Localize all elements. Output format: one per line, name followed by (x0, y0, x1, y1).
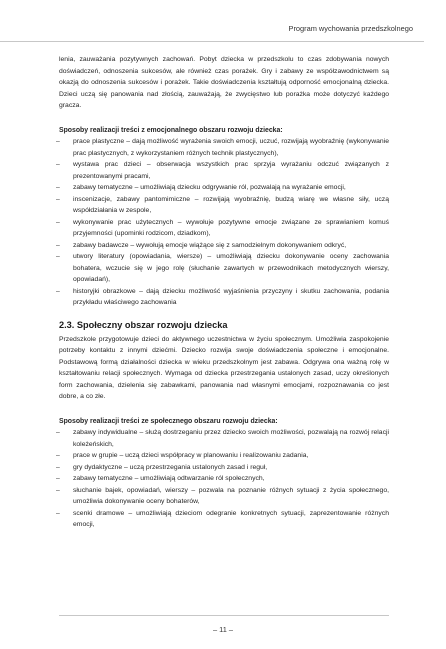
section-title: 2.3. Społeczny obszar rozwoju dziecka (59, 319, 228, 330)
list-item: – wykonywanie prac użytecznych – wywołuje pozytywne emocje związane ze sprawianiem komuś przyjemności (upominki rodzicom, dziadkom), (59, 217, 389, 240)
footer-divider (59, 615, 389, 616)
list-item: – prace w grupie – uczą dzieci współpracy w planowaniu i realizowaniu zadania, (59, 450, 389, 462)
section-paragraph: Przedszkole przygotowuje dzieci do aktywnego uczestnictwa w życiu społecznym. Umożliwia zaspokojenie potrzeby kontaktu z innymi dziećmi. Dziecko rozwija swoje doświadczenia społeczne i emocjonalne. Podstawową formą działalności dziecka w wieku przedszkolnym jest zabawa. Odgrywa ona ważną rolę w kształtowaniu relacji społecznych. Wymaga od dziecka przestrzegania ustalonych zasad, uczy określonych form zachowania, dzielenia się zabawkami, panowania nad własnymi emocjami, rozpoznawania co jest dobre, a co złe. (59, 335, 389, 400)
list-item: – zabawy badawcze – wywołują emocje wiążące się z samodzielnym dokonywaniem odkryć, (59, 240, 389, 252)
list-item: – zabawy tematyczne – umożliwiają dziecku odgrywanie ról, pozwalają na wyrażanie emocji, (59, 182, 389, 194)
list-item: – utwory literatury (opowiadania, wiersze) – umożliwiają dziecku dokonywanie oceny zachowania bohatera, wczucie się w jego rolę (słuchanie zawartych w przewodnikach metodycznych wierszy, opowiadań), (59, 251, 389, 286)
list-item: – inscenizacje, zabawy pantomimiczne – rozwijają wyobraźnię, budzą wiarę we własne siły, uczą współdziałania w zespole, (59, 194, 389, 217)
social-methods-list (59, 427, 389, 531)
list-item: – scenki dramowe – umożliwiają dzieciom odegranie konkretnych sytuacji, zaprezentowanie różnych emocji, (59, 508, 389, 531)
emotional-methods-list (59, 136, 389, 309)
running-header: Program wychowania przedszkolnego (288, 24, 413, 33)
page-body (59, 54, 389, 531)
list-item: – wystawa prac dzieci – obserwacja wszystkich prac sprzyja wyrażaniu odczuć związanych z prezentowanymi pracami, (59, 159, 389, 182)
list-item: – gry dydaktyczne – uczą przestrzegania ustalonych zasad i reguł, (59, 462, 389, 474)
list-item: – słuchanie bajek, opowiadań, wierszy – pozwala na poznanie różnych sytuacji z życia społecznego, umożliwia dokonywanie oceny bohaterów, (59, 485, 389, 508)
list-item: – zabawy indywidualne – służą dostrzeganiu przez dziecko swoich możliwości, pozwalają na rozwój relacji koleżeńskich, (59, 427, 389, 450)
list-item: – prace plastyczne – dają możliwość wyrażenia swoich emocji, uczuć, rozwijają wyobraźnię (wykonywanie prac plastycznych, z wykorzystaniem różnych technik plastycznych), (59, 136, 389, 159)
list-item: – historyjki obrazkowe – dają dziecku możliwość wyjaśnienia przyczyny i skutku zachowania, podania przykładu właściwego zachowania (59, 286, 389, 309)
list-item: – zabawy tematyczne – umożliwiają odtwarzanie ról społecznych, (59, 473, 389, 485)
emotional-methods-heading: Sposoby realizacji treści z emocjonalnego obszaru rozwoju dziecka: (59, 126, 283, 134)
social-methods-heading: Sposoby realizacji treści ze społecznego obszaru rozwoju dziecka: (59, 417, 278, 425)
intro-paragraph: lenia, zauważania pozytywnych zachowań. Pobyt dziecka w przedszkolu to czas zdobywania nowych doświadczeń, odnoszenia sukcesów, ale również czas porażek. Gry i zabawy ze współzawodnictwem są okazją do odnoszenia sukcesów i porażek. Takie doświadczenia kształtują odporność emocjonalną dziecka. Dzieci uczą się panowania nad złością, zauważają, że zwycięstwo lub porażka może dotyczyć każdego gracza. (59, 56, 389, 109)
page-number: – 11 – (213, 625, 233, 634)
header-divider (0, 41, 424, 42)
